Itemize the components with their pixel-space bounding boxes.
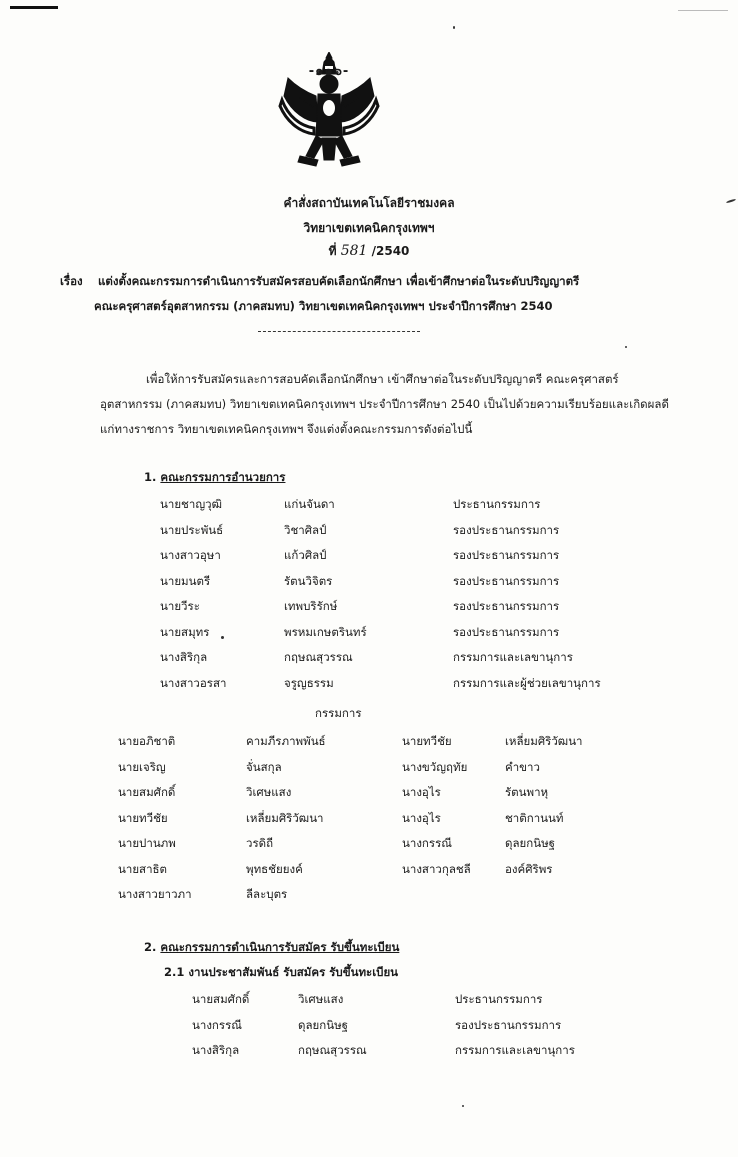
- member-role: กรรมการและผู้ช่วยเลขานุการ: [453, 675, 601, 690]
- member-last-name: จรูญธรรม: [284, 675, 334, 690]
- scan-speck: [625, 346, 627, 348]
- order-number-line: [0, 242, 738, 261]
- member-first-name: นายสมุทร: [160, 624, 210, 639]
- member-role: รองประธานกรรมการ: [455, 1017, 562, 1032]
- committee-first-name: นายทวีชัย: [402, 734, 452, 748]
- member-last-name: วิเศษแสง: [298, 992, 344, 1006]
- order-number-handwritten: 581: [340, 243, 368, 259]
- member-first-name: นายประพันธ์: [160, 522, 224, 537]
- section-1-number: 1.: [144, 470, 157, 484]
- issuer-line: คำสั่งสถาบันเทคโนโลยีราชมงคล: [283, 196, 455, 210]
- subject-line-1: แต่งตั้งคณะกรรมการดำเนินการรับสมัครสอบคัดเลือกนักศึกษา เพื่อเข้าศึกษาต่อในระดับปริญญาตรี: [98, 274, 580, 288]
- committee-first-name: นายเจริญ: [118, 759, 166, 774]
- section-1-heading: [144, 469, 285, 487]
- section-2-title: คณะกรรมการดำเนินการรับสมัคร รับขึ้นทะเบียน: [160, 940, 400, 954]
- committee-last-name: เหลี่ยมศิริวัฒนา: [246, 810, 324, 825]
- section-2-number: 2.: [144, 940, 157, 954]
- committee-last-name: คำขาว: [505, 759, 540, 774]
- section-2-1-heading: [164, 964, 398, 982]
- committee-last-name: องค์ศิริพร: [505, 861, 553, 876]
- member-last-name: พรหมเกษตรินทร์: [284, 624, 367, 639]
- committee-last-name: พุทธชัยยงค์: [246, 861, 303, 876]
- order-prefix: ที่: [328, 244, 337, 258]
- scan-mark: [10, 6, 58, 9]
- member-role: รองประธานกรรมการ: [453, 548, 560, 562]
- subject-label: เรื่อง: [60, 274, 83, 288]
- intro-line-1: เพื่อให้การรับสมัครและการสอบคัดเลือกนักศึกษา เข้าศึกษาต่อในระดับปริญญาตรี คณะครุศาสตร์: [146, 372, 619, 386]
- member-role: กรรมการและเลขานุการ: [453, 650, 573, 664]
- seal-page-number: -๑๑๖-: [308, 64, 350, 79]
- garuda-seal: [278, 52, 380, 178]
- member-role: รองประธานกรรมการ: [453, 624, 560, 639]
- scan-mark-faint: [678, 10, 728, 11]
- member-last-name: แก่นจันดา: [284, 497, 335, 511]
- committee-last-name: รัตนพาหุ: [505, 785, 549, 799]
- committee-first-name: นายสาธิต: [118, 861, 168, 876]
- committee-heading: กรรมการ: [315, 706, 362, 720]
- committee-last-name: วิเศษแสง: [246, 785, 292, 799]
- committee-last-name: คามภีรภาพพันธ์: [246, 734, 326, 748]
- member-last-name: เทพบริรักษ์: [284, 599, 338, 613]
- member-first-name: นางสาวอุษา: [160, 548, 221, 562]
- intro-line-3: แก่ทางราชการ วิทยาเขตเทคนิคกรุงเทพฯ จึงแต่งตั้งคณะกรรมการดังต่อไปนี้: [100, 422, 473, 436]
- committee-last-name: ลีละบุตร: [246, 887, 288, 901]
- section-2-heading: [144, 939, 399, 957]
- committee-first-name: นายทวีชัย: [118, 810, 168, 825]
- subject-line-2: คณะครุศาสตร์อุตสาหกรรม (ภาคสมทบ) วิทยาเขตเทคนิคกรุงเทพฯ ประจำปีการศึกษา 2540: [94, 299, 553, 313]
- committee-last-name: ชาติกานนท์: [505, 810, 564, 825]
- member-role: ประธานกรรมการ: [455, 992, 543, 1006]
- committee-last-name: วรดิถี: [246, 836, 274, 850]
- member-first-name: นายมนตรี: [160, 573, 211, 588]
- header-divider: [258, 331, 420, 332]
- member-role: รองประธานกรรมการ: [453, 573, 560, 588]
- member-first-name: นายชาญวุฒิ: [160, 497, 222, 511]
- intro-line-2: อุตสาหกรรม (ภาคสมทบ) วิทยาเขตเทคนิคกรุงเทพฯ ประจำปีการศึกษา 2540 เป็นไปด้วยความเรียบร้อยและเกิดผลดี: [100, 397, 669, 411]
- member-last-name: แก้วศิลป์: [284, 548, 327, 562]
- committee-last-name: จั่นสกุล: [246, 759, 282, 774]
- campus-line: วิทยาเขตเทคนิคกรุงเทพฯ: [303, 221, 435, 235]
- section-1-title: คณะกรรมการอำนวยการ: [160, 470, 286, 484]
- section-2-1-title: งานประชาสัมพันธ์ รับสมัคร รับขึ้นทะเบียน: [188, 965, 399, 979]
- committee-first-name: นายอภิชาติ: [118, 734, 176, 748]
- committee-first-name: นางสาวยาวภา: [118, 887, 192, 901]
- scan-speck: [462, 1105, 464, 1107]
- member-role: กรรมการและเลขานุการ: [455, 1043, 575, 1057]
- committee-first-name: นางอุไร: [402, 810, 441, 825]
- member-last-name: วิชาศิลป์: [284, 522, 327, 537]
- member-first-name: นางสิริกุล: [192, 1043, 240, 1057]
- committee-first-name: นางสาวกุลชลี: [402, 861, 471, 876]
- member-last-name: กฤษณสุวรรณ: [284, 650, 353, 664]
- member-first-name: นายสมศักดิ์: [192, 992, 250, 1006]
- committee-first-name: นางกรรณี: [402, 836, 452, 850]
- section-2-1-number: 2.1: [164, 965, 185, 979]
- member-last-name: กฤษณสุวรรณ: [298, 1043, 367, 1057]
- member-last-name: รัตนวิจิตร: [284, 573, 333, 588]
- committee-first-name: นางขวัญฤทัย: [402, 759, 468, 774]
- member-role: ประธานกรรมการ: [453, 497, 541, 511]
- committee-first-name: นางอุไร: [402, 785, 441, 799]
- member-first-name: นางกรรณี: [192, 1017, 242, 1032]
- member-first-name: นางสาวอรสา: [160, 675, 227, 690]
- committee-first-name: นายสมศักดิ์: [118, 785, 176, 799]
- order-year: /2540: [371, 244, 410, 258]
- member-role: รองประธานกรรมการ: [453, 522, 560, 537]
- scan-speck: [453, 26, 455, 29]
- committee-last-name: ดุลยกนิษฐ: [505, 836, 556, 850]
- member-role: รองประธานกรรมการ: [453, 599, 560, 613]
- member-last-name: ดุลยกนิษฐ: [298, 1017, 349, 1032]
- scan-speck: [221, 636, 224, 639]
- committee-last-name: เหลี่ยมศิริวัฒนา: [505, 734, 583, 748]
- member-first-name: นางสิริกุล: [160, 650, 208, 664]
- committee-first-name: นายปานภพ: [118, 836, 176, 850]
- member-first-name: นายวีระ: [160, 599, 200, 613]
